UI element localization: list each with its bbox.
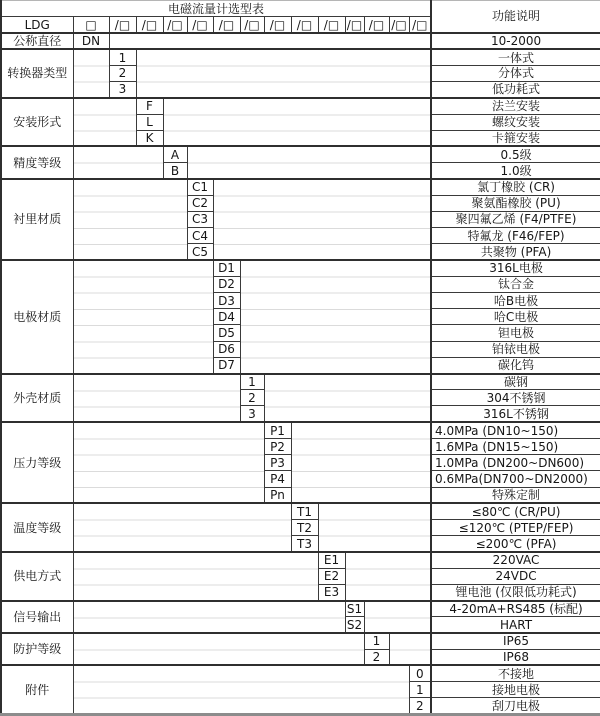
- function-cell: 1.0级: [431, 163, 600, 179]
- function-cell: 锂电池 (仅限低功耗式): [431, 584, 600, 600]
- section-label-temperature: 温度等级: [1, 503, 73, 552]
- section-label-accuracy: 精度等级: [1, 146, 73, 178]
- blank-area: [73, 146, 163, 178]
- code-cell: 3: [240, 406, 264, 422]
- function-cell: 0.5级: [431, 146, 600, 162]
- blank-area: [163, 98, 431, 147]
- function-cell: 螺纹安装: [431, 114, 600, 130]
- blank-area: [318, 503, 431, 552]
- blank-area: [73, 422, 264, 503]
- function-cell: 聚四氟乙烯 (F4/PTFE): [431, 211, 600, 227]
- model-slot: /□: [364, 17, 389, 33]
- section-label-power: 供电方式: [1, 552, 73, 601]
- function-cell: 特殊定制: [431, 487, 600, 503]
- code-cell: A: [163, 146, 187, 162]
- section-label-electrode: 电极材质: [1, 260, 73, 374]
- table-row: [1, 633, 600, 649]
- table-row: [1, 665, 600, 681]
- code-cell: S1: [346, 601, 363, 616]
- section-label-signal: 信号输出: [1, 601, 73, 633]
- table-row: [1, 146, 600, 162]
- code-cell: D4: [213, 309, 240, 325]
- function-cell: 不接地: [431, 665, 600, 681]
- function-cell: 316L不锈钢: [431, 406, 600, 422]
- table-row: [1, 552, 600, 568]
- code-cell: L: [136, 114, 163, 130]
- code-cell: Pn: [264, 487, 291, 503]
- code-cell: 1: [240, 374, 264, 390]
- model-slot: /□: [409, 17, 431, 33]
- code-cell: C2: [187, 195, 213, 211]
- model-slot: /□: [264, 17, 291, 33]
- code-cell: P3: [264, 455, 291, 471]
- model-slot: /□: [213, 17, 240, 33]
- table-row: [1, 503, 600, 519]
- function-cell: 哈C电极: [431, 309, 600, 325]
- function-cell: 分体式: [431, 65, 600, 81]
- code-cell: F: [136, 98, 163, 114]
- function-cell: 低功耗式: [431, 82, 600, 98]
- section-label-pressure: 压力等级: [1, 422, 73, 503]
- model-slot: /□: [240, 17, 264, 33]
- blank-area: [240, 260, 431, 374]
- code-cell: T2: [291, 520, 318, 536]
- code-cell: P4: [264, 471, 291, 487]
- code-cell: 2: [240, 390, 264, 406]
- blank-area: [136, 49, 431, 98]
- model-slot: /□: [318, 17, 345, 33]
- function-cell: 刮刀电极: [431, 698, 600, 715]
- function-cell: 0.6MPa(DN700~DN2000): [431, 471, 600, 487]
- model-slot: /□: [136, 17, 163, 33]
- function-cell: 1.0MPa (DN200~DN600): [431, 455, 600, 471]
- function-cell: 24VDC: [431, 568, 600, 584]
- model-slot: /□: [187, 17, 213, 33]
- code-cell: D6: [213, 341, 240, 357]
- function-cell: 特氟龙 (F46/FEP): [431, 228, 600, 244]
- blank-area: [187, 146, 431, 178]
- function-cell: 碳钢: [431, 374, 600, 390]
- blank-area: [73, 374, 240, 423]
- code-cell: D7: [213, 357, 240, 373]
- blank-area: [73, 260, 213, 374]
- code-cell: P2: [264, 438, 291, 454]
- function-cell: 304不锈钢: [431, 390, 600, 406]
- code-cell: P1: [264, 422, 291, 438]
- code-cell: T1: [291, 503, 318, 519]
- code-cell: 1: [109, 49, 136, 65]
- code-cell: D1: [213, 260, 240, 276]
- function-cell: 10-2000: [431, 33, 600, 49]
- model-slot: /□: [291, 17, 318, 33]
- code-cell: 1: [364, 633, 389, 649]
- blank-area: [109, 33, 431, 49]
- code-cell: 2: [409, 698, 431, 715]
- blank-area: [73, 49, 109, 98]
- blank-area: [364, 601, 431, 633]
- code-cell: 2: [364, 649, 389, 665]
- function-cell: IP68: [431, 649, 600, 665]
- function-cell: ≤80℃ (CR/PU): [431, 503, 600, 519]
- code-cell: DN: [73, 33, 109, 49]
- function-cell: 聚氨酯橡胶 (PU): [431, 195, 600, 211]
- code-cell: D3: [213, 292, 240, 308]
- table-row: [1, 374, 600, 390]
- blank-area: [213, 179, 431, 260]
- code-cell: S2: [346, 617, 363, 632]
- model-slot: /□: [163, 17, 187, 33]
- code-cell: C5: [187, 244, 213, 260]
- function-cell: 氯丁橡胶 (CR): [431, 179, 600, 195]
- blank-area: [73, 98, 136, 147]
- function-cell: 钽电极: [431, 325, 600, 341]
- function-cell: IP65: [431, 633, 600, 649]
- code-cell: E2: [318, 568, 345, 584]
- function-cell: 碳化钨: [431, 357, 600, 373]
- blank-area: [73, 503, 291, 552]
- code-cell: 2: [109, 65, 136, 81]
- function-cell: HART: [431, 617, 600, 633]
- table-row: [1, 49, 600, 65]
- code-cell: E1: [318, 552, 345, 568]
- blank-area: [73, 179, 187, 260]
- code-cell: D5: [213, 325, 240, 341]
- table-row: [1, 422, 600, 438]
- code-cell: T3: [291, 536, 318, 552]
- code-cell: C4: [187, 228, 213, 244]
- section-label-housing: 外壳材质: [1, 374, 73, 423]
- model-slot: /□: [109, 17, 136, 33]
- code-cell: C1: [187, 179, 213, 195]
- code-cell: 1: [409, 682, 431, 698]
- table-row: [1, 179, 600, 195]
- function-cell: 220VAC: [431, 552, 600, 568]
- table-title: 电磁流量计选型表: [1, 1, 431, 17]
- function-cell: 4.0MPa (DN10~150): [431, 422, 600, 438]
- code-cell: K: [136, 130, 163, 146]
- table-row: [1, 260, 600, 276]
- function-cell: 316L电极: [431, 260, 600, 276]
- function-cell: 哈B电极: [431, 292, 600, 308]
- table-row: [1, 33, 600, 49]
- blank-area: [291, 422, 431, 503]
- function-cell: 共聚物 (PFA): [431, 244, 600, 260]
- function-cell: 一体式: [431, 49, 600, 65]
- table-row: [1, 1, 600, 17]
- blank-area: [73, 665, 409, 714]
- function-cell: ≤120℃ (PTEP/FEP): [431, 520, 600, 536]
- function-cell: 法兰安装: [431, 98, 600, 114]
- blank-area: [345, 552, 431, 601]
- section-label-accessory: 附件: [1, 665, 73, 714]
- function-cell: 接地电极: [431, 682, 600, 698]
- code-cell: B: [163, 163, 187, 179]
- code-cell: D2: [213, 276, 240, 292]
- section-label-liner: 衬里材质: [1, 179, 73, 260]
- blank-area: [73, 601, 345, 633]
- function-cell: 1.6MPa (DN15~150): [431, 438, 600, 454]
- blank-area: [73, 552, 318, 601]
- blank-area: [73, 633, 364, 665]
- model-prefix: LDG: [1, 17, 73, 33]
- function-cell: 卡箍安装: [431, 130, 600, 146]
- model-slot: /□: [346, 17, 363, 32]
- table-row: [1, 98, 600, 114]
- function-column-header: 功能说明: [431, 1, 600, 33]
- function-cell: ≤200℃ (PFA): [431, 536, 600, 552]
- function-cell: 铂铱电极: [431, 341, 600, 357]
- model-slot: /□: [389, 17, 409, 33]
- function-cell: 4-20mA+RS485 (标配): [431, 601, 600, 617]
- section-label-install-form: 安装形式: [1, 98, 73, 147]
- table-row: [1, 601, 600, 617]
- code-cell: E3: [318, 584, 345, 600]
- section-label-dn: 公称直径: [1, 33, 73, 49]
- blank-area: [264, 374, 431, 423]
- model-box-placeholder: □: [73, 17, 109, 33]
- function-cell: 钛合金: [431, 276, 600, 292]
- blank-area: [389, 633, 431, 665]
- code-cell: C3: [187, 211, 213, 227]
- code-cell: 0: [409, 665, 431, 681]
- code-cell: 3: [109, 82, 136, 98]
- section-label-protection: 防护等级: [1, 633, 73, 665]
- section-label-converter-type: 转换器类型: [1, 49, 73, 98]
